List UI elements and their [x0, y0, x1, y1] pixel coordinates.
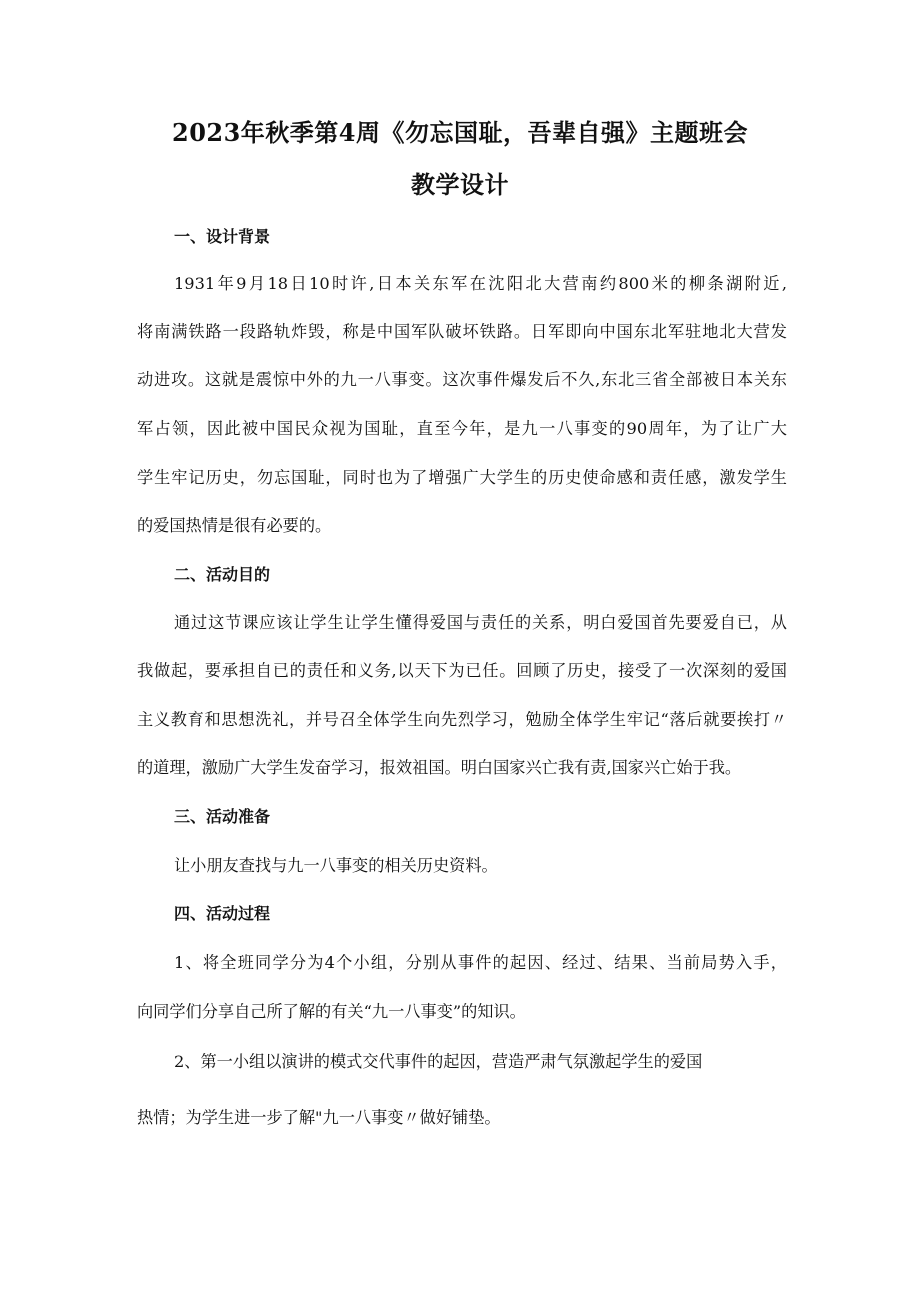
paragraph-line: 的道理，激励广大学生发奋学习，报效祖国。明白国家兴亡我有责,国家兴亡始于我。 — [137, 758, 742, 777]
paragraph-line: 通过这节课应该让学生让学生懂得爱国与责任的关系，明白爱国首先要爱自已，从 — [174, 613, 787, 632]
section-heading-background: 一、设计背景 — [174, 227, 271, 246]
paragraph-line: 学生牢记历史，勿忘国耻，同时也为了增强广大学生的历史使命感和责任感，激发学生 — [137, 468, 787, 487]
section-heading-preparation: 三、活动准备 — [174, 807, 271, 826]
paragraph-line: 的爱国热情是很有必要的。 — [137, 516, 332, 535]
paragraph-line: 向同学们分享自己所了解的有关“九一八事变”的知识。 — [137, 1002, 526, 1021]
paragraph-line: 军占领，因此被中国民众视为国耻，直至今年，是九一八事变的90周年，为了让广大 — [137, 419, 787, 438]
paragraph-line: 动进攻。这就是震惊中外的九一八事变。这次事件爆发后不久,东北三省全部被日本关东 — [137, 370, 787, 389]
paragraph-line: 我做起，要承担自已的责任和义务,以天下为已任。回顾了历史，接受了一次深刻的爱国 — [137, 661, 787, 680]
section-heading-process: 四、活动过程 — [174, 904, 271, 923]
section-heading-purpose: 二、活动目的 — [174, 565, 271, 584]
paragraph-line: 2、第一小组以演讲的模式交代事件的起因，营造严肃气氛激起学生的爱国 — [174, 1052, 703, 1071]
paragraph-line: 热情；为学生进一步了解"九一八事变〃做好铺垫。 — [137, 1108, 501, 1127]
paragraph-line: 让小朋友查找与九一八事变的相关历史资料。 — [174, 856, 498, 875]
paragraph-line: 1、将全班同学分为4个小组，分别从事件的起因、经过、结果、当前局势入手， — [174, 953, 787, 972]
document-title: 2023年秋季第4周《勿忘国耻，吾辈自强》主题班会 — [172, 118, 748, 147]
paragraph-line: 主义教育和思想洗礼，并号召全体学生向先烈学习，勉励全体学生牢记“落后就要挨打〃 — [137, 710, 787, 729]
document-subtitle: 教学设计 — [411, 170, 509, 199]
paragraph-line: 1931年9月18日10时许,日本关东军在沈阳北大营南约800米的柳条湖附近, — [174, 274, 787, 293]
paragraph-line: 将南满铁路一段路轨炸毁，称是中国军队破坏铁路。日军即向中国东北军驻地北大营发 — [137, 322, 787, 341]
